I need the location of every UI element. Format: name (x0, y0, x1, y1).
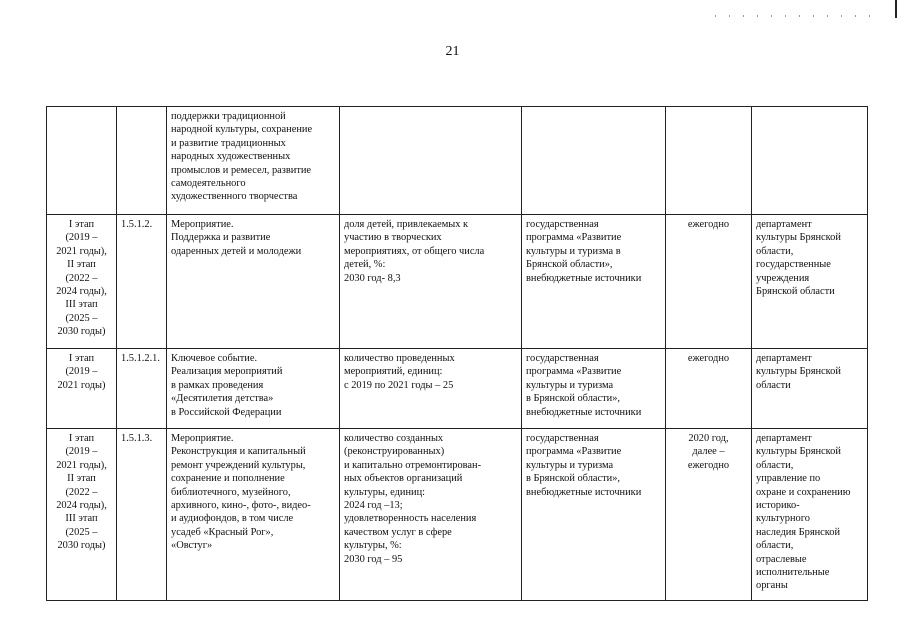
responsible-cell (752, 107, 868, 215)
cell-line: 2021 годы), (56, 245, 107, 257)
indicator-cell (340, 429, 522, 601)
stage-cell (47, 215, 117, 349)
term-cell (666, 215, 752, 349)
cell-line: области, (756, 540, 794, 552)
cell-line: внебюджетные источники (526, 486, 642, 498)
indicator-cell (340, 349, 522, 429)
cell-line: качеством услуг в сфере (344, 526, 452, 538)
cell-line: удовлетворенность населения (344, 513, 477, 525)
cell-line: департамент (756, 433, 812, 444)
cell-line: II этап (67, 473, 96, 485)
cell-line: (2025 – (65, 312, 98, 324)
cell-line: программа «Развитие (526, 446, 622, 458)
cell-line: культурного (756, 513, 810, 525)
cell-line: внебюджетные источники (526, 272, 642, 284)
cell-line: 2020 год, (688, 433, 729, 444)
cell-line: мероприятий, единиц: (344, 366, 443, 378)
event-cell (167, 107, 340, 215)
cell-line: департамент (756, 219, 812, 230)
cell-line: культуры Брянской (756, 446, 841, 458)
table-row (47, 215, 868, 349)
cell-line: (2019 – (65, 446, 98, 458)
cell-line: 2024 годы), (56, 500, 107, 512)
cell-line: культуры и туризма (526, 379, 614, 391)
cell-line: мероприятиях, от общего числа (344, 245, 485, 257)
source-cell (522, 215, 666, 349)
cell-line: промыслов и ремесел, развитие (171, 164, 312, 176)
cell-line: 2024 год –13; (344, 500, 403, 512)
cell-line: культуры, единиц: (344, 486, 426, 498)
cell-line: ежегодно (687, 459, 730, 471)
event-cell (167, 215, 340, 349)
cell-line: культуры Брянской (756, 366, 841, 378)
cell-line: самодеятельного (171, 178, 246, 190)
cell-line: наследия Брянской (756, 526, 841, 538)
cell-line: охране и сохранению (756, 486, 851, 498)
source-cell (522, 107, 666, 215)
cell-line: 2030 год – 95 (344, 553, 403, 565)
cell-line: области, (756, 459, 794, 471)
cell-line: ных объектов организаций (344, 473, 463, 485)
cell-line: в Российской Федерации (171, 406, 282, 418)
source-cell (522, 429, 666, 601)
cell-line: III этап (65, 513, 98, 525)
cell-line: программа «Развитие (526, 366, 622, 378)
table-row (47, 349, 868, 429)
cell-line: (2022 – (65, 272, 98, 284)
cell-line: области, (756, 245, 794, 257)
cell-line: ежегодно (687, 353, 730, 364)
cell-line: исполнительные (756, 567, 830, 579)
stage-cell (47, 349, 117, 429)
cell-line: (реконструированных) (344, 446, 445, 458)
responsible-cell (752, 429, 868, 601)
cell-line: в Брянской области», (526, 393, 621, 405)
term-cell (666, 107, 752, 215)
term-cell (666, 429, 752, 601)
responsible-cell (752, 349, 868, 429)
cell-line: I этап (68, 433, 95, 444)
cell-line: ремонт учреждений культуры, (171, 459, 306, 471)
cell-line: государственная (526, 219, 599, 230)
cell-line: 2030 годы) (57, 326, 106, 338)
code-cell: 1.5.1.2.1. (117, 349, 167, 429)
cell-line: с 2019 по 2021 годы – 25 (344, 379, 454, 391)
cell-line: народной культуры, сохранение (171, 124, 313, 136)
cell-line: области (756, 379, 791, 391)
cell-line: государственная (526, 353, 599, 364)
code-cell (117, 107, 167, 215)
table-row (47, 107, 868, 215)
event-cell (167, 349, 340, 429)
cell-line: органы (756, 580, 788, 592)
cell-line: «Овстуг» (171, 540, 213, 552)
cell-line: (2019 – (65, 366, 98, 378)
term-cell (666, 349, 752, 429)
cell-line: ежегодно (687, 219, 730, 230)
cell-line: Реализация мероприятий (171, 366, 283, 378)
cell-line: (2022 – (65, 486, 98, 498)
cell-line: внебюджетные источники (526, 406, 642, 418)
cell-line: (2019 – (65, 232, 98, 244)
cell-line: 2024 годы), (56, 286, 107, 298)
cell-line: историко- (756, 500, 800, 512)
cell-line: I этап (68, 219, 95, 230)
indicator-cell (340, 215, 522, 349)
event-cell (167, 429, 340, 601)
cell-line: Мероприятие. (171, 433, 234, 444)
cell-line: участию в творческих (344, 232, 442, 244)
program-table (46, 106, 868, 601)
cell-line: Мероприятие. (171, 219, 234, 230)
cell-line: культуры Брянской (756, 232, 841, 244)
cell-line: государственные (756, 259, 831, 271)
table-row (47, 429, 868, 601)
cell-line: Брянской области (756, 286, 835, 298)
cell-line: I этап (68, 353, 95, 364)
cell-line: управление по (756, 473, 821, 485)
cell-line: и капитально отремонтирован- (344, 459, 482, 471)
cell-line: библиотечного, музейного, (171, 486, 291, 498)
cell-line: 2030 годы) (57, 540, 106, 552)
cell-line: количество созданных (344, 433, 444, 444)
cell-line: в Брянской области», (526, 473, 621, 485)
cell-line: культуры, %: (344, 540, 402, 552)
indicator-cell (340, 107, 522, 215)
cell-line: художественного творчества (171, 191, 298, 203)
cell-line: культуры и туризма (526, 459, 614, 471)
cell-line: II этап (67, 259, 96, 271)
cell-line: детей, %: (344, 259, 386, 271)
cell-line: Реконструкция и капитальный (171, 446, 306, 458)
cell-line: департамент (756, 353, 812, 364)
cell-line: III этап (65, 299, 98, 311)
cell-line: отраслевые (756, 553, 807, 565)
cell-line: народных художественных (171, 151, 291, 163)
cell-line: культуры и туризма в (526, 245, 621, 257)
cell-line: поддержки традиционной (171, 111, 286, 122)
cell-line: архивного, кино-, фото-, видео- (171, 500, 311, 512)
stage-cell (47, 429, 117, 601)
cell-line: сохранение и пополнение (171, 473, 285, 485)
cell-line: (2025 – (65, 526, 98, 538)
cell-line: 2021 годы) (57, 379, 106, 391)
cell-line: и аудиофондов, в том числе (171, 513, 294, 525)
scan-dots (715, 15, 875, 17)
code-cell: 1.5.1.3. (117, 429, 167, 601)
cell-line: Поддержка и развитие (171, 232, 271, 244)
cell-line: 2030 год- 8,3 (344, 272, 401, 284)
cell-line: количество проведенных (344, 353, 455, 364)
cell-line: учреждения (756, 272, 810, 284)
cell-line: 2021 годы), (56, 459, 107, 471)
cell-line: Ключевое событие. (171, 353, 258, 364)
cell-line: усадеб «Красный Рог», (171, 526, 274, 538)
responsible-cell (752, 215, 868, 349)
scan-edge-mark (895, 0, 897, 18)
cell-line: доля детей, привлекаемых к (344, 219, 469, 230)
cell-line: и развитие традиционных (171, 137, 286, 149)
source-cell (522, 349, 666, 429)
cell-line: Брянской области», (526, 259, 613, 271)
cell-line: одаренных детей и молодежи (171, 245, 302, 257)
stage-cell (47, 107, 117, 215)
cell-line: государственная (526, 433, 599, 444)
cell-line: далее – (692, 446, 725, 458)
page-number: 21 (445, 44, 460, 59)
code-cell: 1.5.1.2. (117, 215, 167, 349)
cell-line: «Десятилетия детства» (171, 393, 274, 405)
cell-line: программа «Развитие (526, 232, 622, 244)
cell-line: в рамках проведения (171, 379, 264, 391)
